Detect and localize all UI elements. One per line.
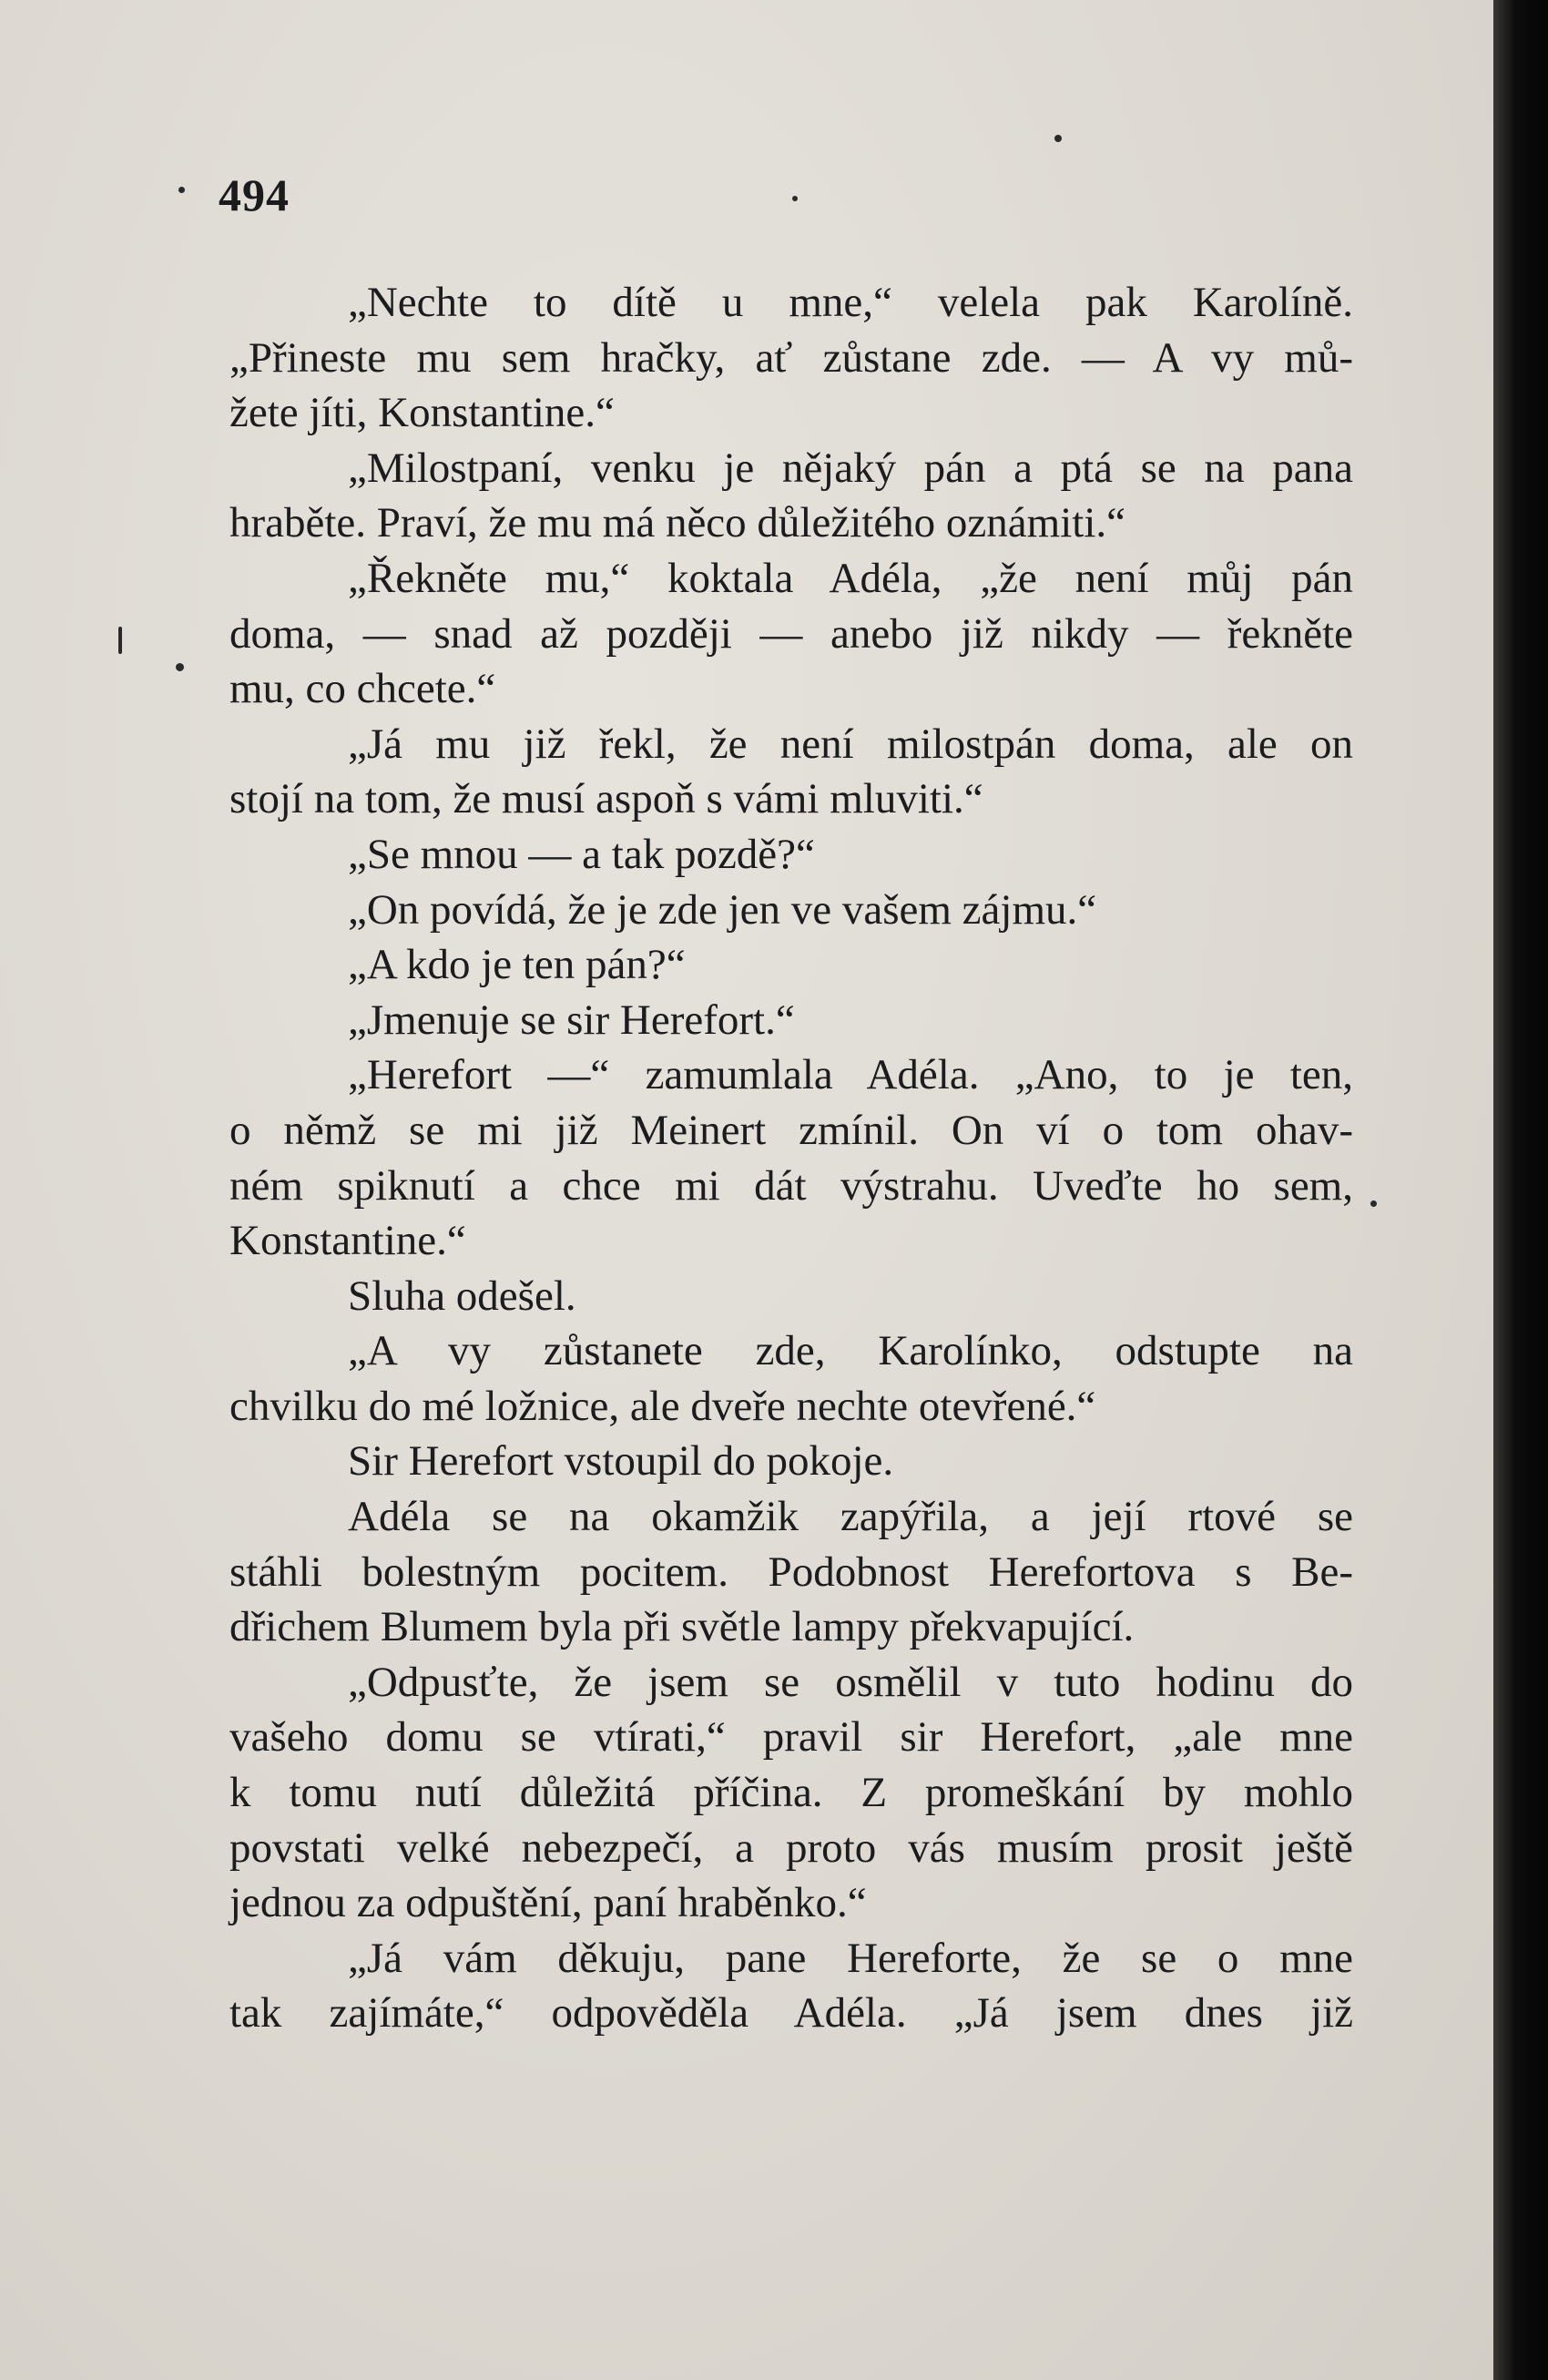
text-line: „Odpusťte, že jsem se osmělil v tuto hodinu do <box>348 1658 1353 1706</box>
ink-speck <box>1370 1200 1377 1207</box>
page-edge-shadow <box>1493 0 1548 2380</box>
text-line: tak zajímáte,“ odpověděla Adéla. „Já jsem dnes již <box>229 1989 1353 2038</box>
text-line: Sluha odešel. <box>348 1272 576 1320</box>
ink-speck <box>792 196 798 201</box>
text-line: hraběte. Praví, že mu má něco důležitého oznámiti.“ <box>229 499 1125 547</box>
text-line: Adéla se na okamžik zapýřila, a její rtové se <box>348 1493 1353 1541</box>
text-line: jednou za odpuštění, paní hraběnko.“ <box>229 1879 867 1927</box>
text-line: dřichem Blumem byla při světle lampy překvapující. <box>229 1603 1135 1651</box>
text-line: „A vy zůstanete zde, Karolínko, odstupte na <box>348 1327 1353 1375</box>
text-line: „Jmenuje se sir Herefort.“ <box>348 996 795 1044</box>
text-line: „Já mu již řekl, že není milostpán doma, ale on <box>348 720 1353 768</box>
ink-speck <box>118 627 122 654</box>
text-line: stáhli bolestným pocitem. Podobnost Herefortova s Be- <box>229 1548 1353 1596</box>
ink-speck <box>178 187 185 193</box>
text-line: stojí na tom, že musí aspoň s vámi mluviti.“ <box>229 775 983 823</box>
text-line: „A kdo je ten pán?“ <box>348 941 686 989</box>
page-text <box>229 275 1353 2041</box>
text-line: mu, co chcete.“ <box>229 665 496 713</box>
ink-speck <box>1054 135 1062 142</box>
text-line: „On povídá, že je zde jen ve vašem zájmu.“ <box>348 885 1097 934</box>
text-line: „Herefort —“ zamumlala Adéla. „Ano, to je ten, <box>348 1051 1353 1099</box>
text-line: „Já vám děkuju, pane Hereforte, že se o mne <box>348 1934 1353 1982</box>
ink-speck <box>176 663 184 671</box>
text-line: Sir Herefort vstoupil do pokoje. <box>348 1437 894 1486</box>
text-line: „Nechte to dítě u mne,“ velela pak Karolíně. <box>348 279 1353 326</box>
text-line: o němž se mi již Meinert zmínil. On ví o tom ohav- <box>229 1106 1353 1154</box>
text-line: vašeho domu se vtírati,“ pravil sir Herefort, „ale mne <box>229 1713 1353 1762</box>
text-line: k tomu nutí důležitá příčina. Z promeškání by mohlo <box>229 1769 1353 1817</box>
page-number: 494 <box>219 169 290 220</box>
text-line: žete jíti, Konstantine.“ <box>229 389 615 437</box>
text-line: Konstantine.“ <box>229 1217 466 1265</box>
text-line: povstati velké nebezpečí, a proto vás musím prosit ještě <box>229 1823 1353 1872</box>
text-line: „Milostpaní, venku je nějaký pán a ptá se na pana <box>348 444 1353 492</box>
text-line: chvilku do mé ložnice, ale dveře nechte otevřené.“ <box>229 1382 1096 1430</box>
text-line: ném spiknutí a chce mi dát výstrahu. Uveďte ho sem, <box>229 1161 1353 1210</box>
text-line: „Řekněte mu,“ koktala Adéla, „že není můj pán <box>348 554 1353 602</box>
text-line: „Přineste mu sem hračky, ať zůstane zde. — A vy mů- <box>229 333 1353 382</box>
text-line: doma, — snad až později — anebo již nikdy — řekněte <box>229 609 1353 658</box>
text-line: „Se mnou — a tak pozdě?“ <box>348 830 815 878</box>
